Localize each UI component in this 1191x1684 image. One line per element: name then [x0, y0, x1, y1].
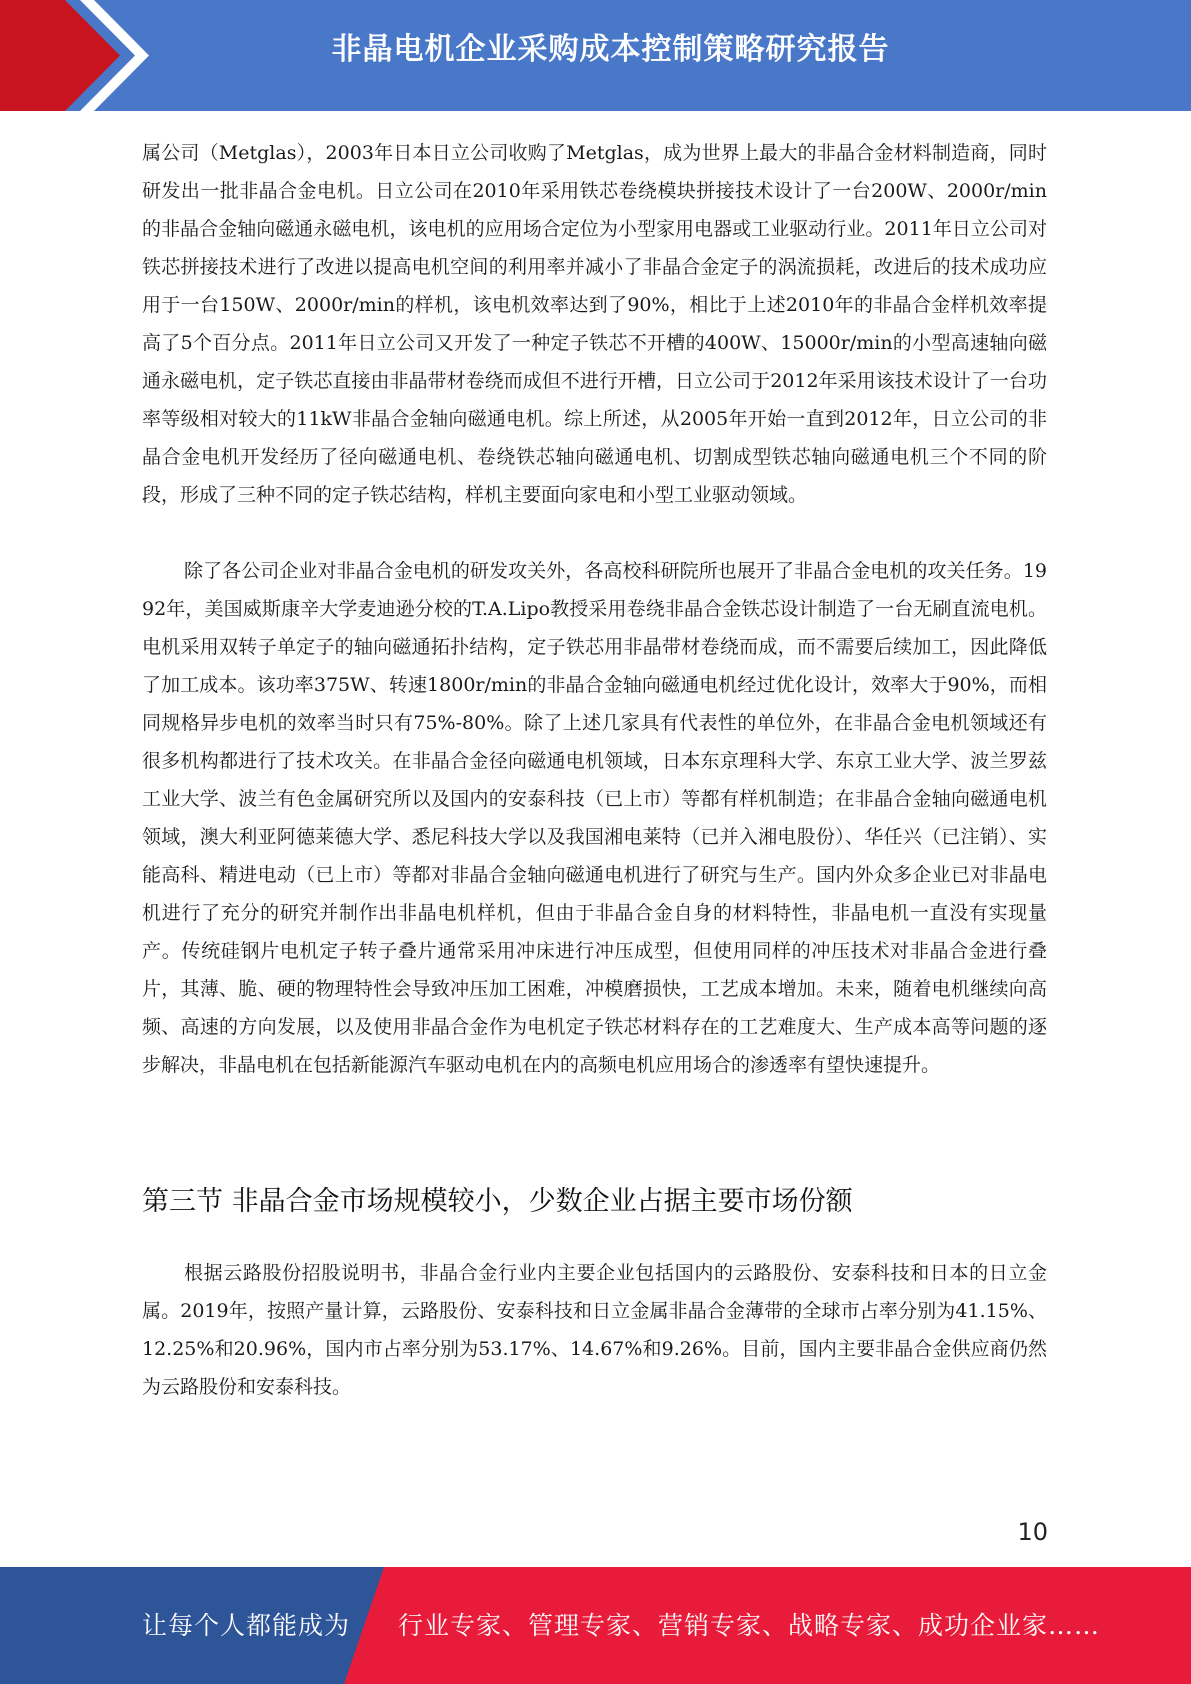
paragraph-hitachi: 属公司（Metglas），2003年日本日立公司收购了Metglas，成为世界上最大的非晶合金材料制造商，同时研发出一批非晶合金电机。日立公司在2010年采用铁芯卷绕模块拼接技术设计了一台200W、2000r/min的非晶合金轴向磁通永磁电机，该电机的应用场合定位为小型家用电器或工业驱动行业。2011年日立公司对铁芯拼接技术进行了改进以提高电机空间的利用率并减小了非晶合金定子的涡流损耗，改进后的技术成功应用于一台150W、2000r/min的样机，该电机效率达到了90%，相比于上述2010年的非晶合金样机效率提高了5个百分点。2011年日立公司又开发了一种定子铁芯不开槽的400W、15000r/min的小型高速轴向磁通永磁电机，定子铁芯直接由非晶带材卷绕而成但不进行开槽，日立公司于2012年采用该技术设计了一台功率等级相对较大的11kW非晶合金轴向磁通电机。综上所述，从2005年开始一直到2012年，日立公司的非晶合金电机开发经历了径向磁通电机、卷绕铁芯轴向磁通电机、切割成型铁芯轴向磁通电机三个不同的阶段，形成了三种不同的定子铁芯结构，样机主要面向家电和小型工业驱动领域。 [142, 142, 1047, 506]
paragraph-market-share: 根据云路股份招股说明书，非晶合金行业内主要企业包括国内的云路股份、安泰科技和日本的日立金属。2019年，按照产量计算，云路股份、安泰科技和日立金属非晶合金薄带的全球市占率分别为41.15%、12.25%和20.96%，国内市占率分别为53.17%、14.67%和9.26%。目前，国内主要非晶合金供应商仍然为云路股份和安泰科技。 [142, 1262, 1047, 1398]
paragraph-universities: 除了各公司企业对非晶合金电机的研发攻关外，各高校科研院所也展开了非晶合金电机的攻关任务。1992年，美国威斯康辛大学麦迪逊分校的T.A.Lipo教授采用卷绕非晶合金铁芯设计制造了一台无刷直流电机。电机采用双转子单定子的轴向磁通拓扑结构，定子铁芯用非晶带材卷绕而成，而不需要后续加工，因此降低了加工成本。该功率375W、转速1800r/min的非晶合金轴向磁通电机经过优化设计，效率大于90%，而相同规格异步电机的效率当时只有75%-80%。除了上述几家具有代表性的单位外，在非晶合金电机领域还有很多机构都进行了技术攻关。在非晶合金径向磁通电机领域，日本东京理科大学、东京工业大学、波兰罗兹工业大学、波兰有色金属研究所以及国内的安泰科技（已上市）等都有样机制造；在非晶合金轴向磁通电机领域，澳大利亚阿德莱德大学、悉尼科技大学以及我国湘电莱特（已并入湘电股份）、华任兴（已注销）、实能高科、精进电动（已上市）等都对非晶合金轴向磁通电机进行了研究与生产。国内外众多企业已对非晶电机进行了充分的研究并制作出非晶电机样机，但由于非晶合金自身的材料特性，非晶电机一直没有实现量产。传统硅钢片电机定子转子叠片通常采用冲床进行冲压成型，但使用同样的冲压技术对非晶合金进行叠片，其薄、脆、硬的物理特性会导致冲压加工困难，冲模磨损快，工艺成本增加。未来，随着电机继续向高频、高速的方向发展，以及使用非晶合金作为电机定子铁芯材料存在的工艺难度大、生产成本高等问题的逐步解决，非晶电机在包括新能源汽车驱动电机在内的高频电机应用场合的渗透率有望快速提升。 [142, 560, 1047, 1076]
page-header [0, 0, 1191, 111]
page-footer [0, 1567, 1191, 1684]
footer-slogan-left: 让每个人都能成为 [142, 1611, 351, 1640]
section-heading: 第三节 非晶合金市场规模较小，少数企业占据主要市场份额 [142, 1186, 853, 1217]
page-number: 10 [1017, 1518, 1048, 1546]
report-title-text: 非晶电机企业采购成本控制策略研究报告 [331, 32, 890, 67]
footer-slogan-right: 行业专家、管理专家、营销专家、战略专家、成功企业家…… [398, 1611, 1101, 1640]
main-content [142, 134, 1047, 1406]
report-title [0, 0, 1191, 100]
